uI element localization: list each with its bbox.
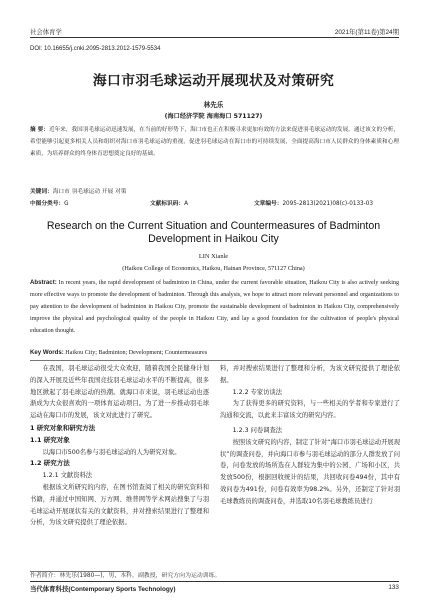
doc-code-label: 文献标识码：	[150, 201, 185, 207]
author-cn: 林先乐	[203, 101, 224, 109]
keywords-cn-label: 关键词：	[30, 189, 53, 195]
clc-value: G	[64, 201, 69, 207]
abstract-en	[30, 277, 399, 338]
abstract-cn-label: 摘 要：	[30, 127, 49, 133]
affiliation-en: (Haikou College of Economics, Haikou, Hainan Province, 571127 China)	[122, 265, 305, 272]
section-1-1-text: 以海口市500名参与羽毛球运动的人为研究对象。	[42, 448, 181, 456]
affiliation-cn: (海口经济学院 海南海口 571127)	[164, 113, 263, 120]
section-1-2-3-text: 按照该文研究的内容，制定了针对“海口市羽毛球运动开展现状”的调查问卷，并向海口市参与羽毛球运动的部分人群发放了问卷，问卷发放的场所选在人群较为集中的公园、广场和小区，共发放500份，根据回收统计的结果，共回收问卷494份，其中有效问卷为491份，问卷有效率为98.2%。另外，还制定了针对羽毛球教练员的调查问卷，并选取10名羽毛球教练员进行	[220, 438, 400, 505]
issue-info: 2021年(第11卷)第24期	[334, 29, 399, 36]
intro-paragraph: 在我国，羽毛球运动很受大众欢迎，随着我国全民健身计划的深入开展及近些年我国竞技羽毛球运动水平的不断提高，很多地区掀起了羽毛球运动的热潮。就海口市来说，羽毛球运动也逐渐成为大众很喜欢的一项体育运动项目。为了进一步推动羽毛球运动在海口市的发展，该文对此进行了研究。	[30, 365, 209, 420]
footer-rule	[30, 581, 399, 582]
doc-code	[150, 198, 188, 207]
title-cn: 海口市羽毛球运动开展现状及对策研究	[92, 73, 335, 89]
section-1-1-heading: 1.1 研究对象	[30, 435, 70, 444]
section-1-heading: 1 研究对象和研究方法	[30, 423, 96, 432]
section-1-2-1-heading: 1.2.1 文献资料法	[42, 472, 93, 480]
clc	[30, 198, 69, 207]
clc-label: 中图分类号：	[30, 201, 65, 207]
article-no-label: 文章编号：	[254, 201, 283, 207]
keywords-cn-text: 海口市 羽毛球运动 开展 对策	[52, 189, 127, 195]
keywords-en	[30, 349, 399, 356]
author-en: LIN Xianle	[198, 253, 229, 260]
header-rule	[30, 37, 399, 38]
abstract-cn-text: 近年来，我国羽毛球运动迅速发展，在当前的好形势下，海口市也正在积极寻求更加有效的方法来促进羽毛球运动的发展。通过该文的分析，希望能够引起更多相关人员和组织对海口市羽毛球运动的重视，促进羽毛球运动在海口市的可持续发展，全面提高海口市人民群众的身体素质和心理素质，为培养群众的终身体育思想奠定良好的基础。	[30, 127, 399, 157]
section-1-2-1-text: 根据该文所研究的内容，在图书馆查阅了相关的研究资料和书籍，并通过中国知网、万方网、维普网等学术网站搜集了与羽毛球运动开展现状有关的文献资料，并对搜索结果进行了整理和分析，为该文研究提供了理论依据。	[30, 483, 209, 527]
title-en: Research on the Current Situation and Countermeasures of Badminton Development in Haikou City	[46, 220, 381, 246]
section-1-2-2-heading: 1.2.2 专家访谈法	[232, 388, 283, 396]
abstract-separator	[30, 360, 399, 361]
doi: DOI: 10.16655/j.cnki.2095-2813.2012-1579-5534	[30, 46, 161, 52]
abstract-en-label: Abstract:	[30, 279, 57, 286]
article-no	[254, 198, 373, 207]
keywords-cn	[30, 186, 399, 195]
footer-journal: 当代体育科技(Contemporary Sports Technology)	[30, 586, 176, 593]
page-number: 133	[388, 584, 399, 591]
section-1-2-3-heading: 1.2.3 问卷调查法	[232, 426, 283, 434]
journal-name: 社会体育学	[30, 29, 62, 36]
author-footnote: 作者简介：林先乐(1980—)，男，本科，副教授，研究方向为运动训练。	[30, 573, 221, 579]
keywords-en-text: Haikou City; Badminton; Development; Countermeasures	[65, 350, 208, 356]
left-column	[30, 363, 209, 529]
right-column	[220, 363, 400, 567]
abstract-en-text: In recent years, the rapid development of badminton in China, under the current favorable situation, Haikou City is also actively seeking more effective ways to promote the development of badminton. Through this analysis, we hope to attract more relevant personnel and organizations to pay attention to the development of badminton in Haikou City, promote the sustainable development of badminton in Haikou City, comprehensively improve the physical and psychological quality of the people in Haikou City, and lay a good foundation for the cultivation of people's physical education thought.	[30, 280, 399, 334]
article-no-value: 2095-2813(2021)08(c)-0133-03	[282, 201, 373, 207]
section-1-2-1-text-continued: 料，并对搜索结果进行了整理和分析，为该文研究提供了理论依据。	[220, 365, 400, 384]
section-1-2-2-text: 为了获得更多的研究资料，与一些相关的学者和专家进行了沟通和交流，以此来丰富该文的研究内容。	[220, 400, 400, 420]
section-1-2-heading: 1.2 研究方法	[30, 459, 70, 468]
doc-code-value: A	[184, 201, 189, 207]
abstract-cn	[30, 125, 399, 161]
keywords-en-label: Key Words:	[30, 349, 64, 356]
